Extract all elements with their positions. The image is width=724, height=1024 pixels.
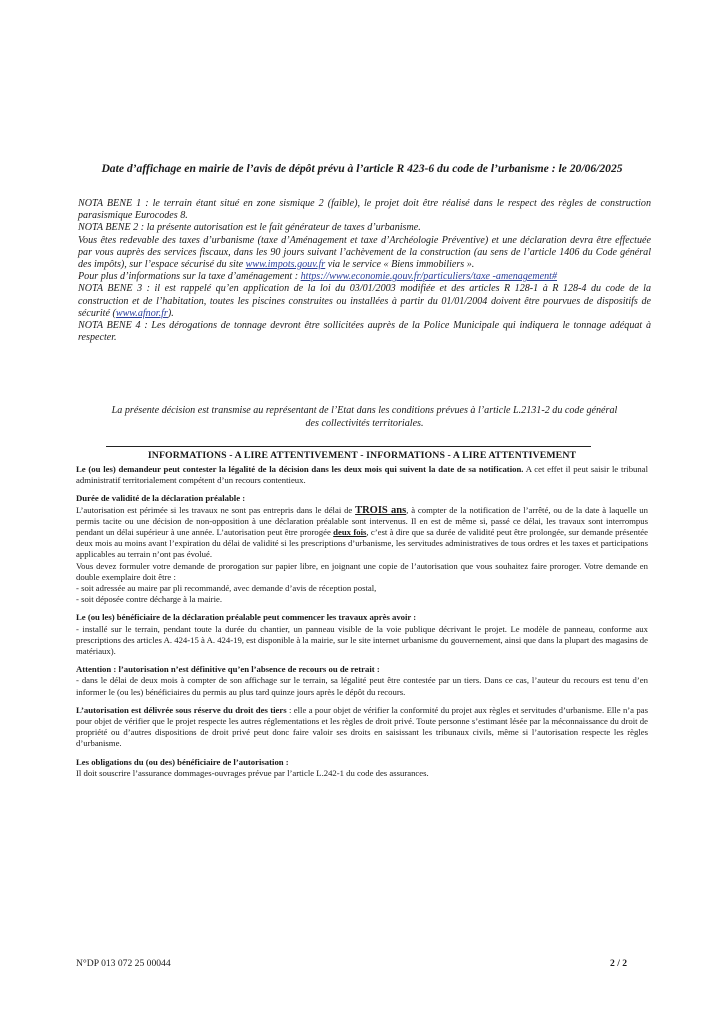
dossier-reference: N°DP 013 072 25 00044 bbox=[76, 958, 171, 969]
informations-body bbox=[76, 464, 648, 779]
informations-heading: INFORMATIONS - A LIRE ATTENTIVEMENT - INFORMATIONS - A LIRE ATTENTIVEMENT bbox=[147, 450, 577, 461]
nota-bene-4: NOTA BENE 4 : Les dérogations de tonnage devront être sollicitées auprès de la Police Municipale qui indiquera le tonnage adéquat à respecter. bbox=[78, 320, 651, 344]
beneficiaire-text: - installé sur le terrain, pendant toute la durée du chantier, un panneau visible de la voie publique décrivant le projet. Le modèle de panneau, conforme aux prescriptions des articles A. 424-15 à A. 424-19, est disponible à la mairie, sur le site internet urbanisme du gouvernement, ainsi que dans la plupart des magasins de matériaux). bbox=[76, 623, 648, 657]
intro-paragraph: Le (ou les) demandeur peut contester la légalité de la décision dans les deux mois qui suivent la date de sa notification. A cet effet il peut saisir le tribunal administratif territorialement compétent d’un recours contentieux. bbox=[76, 464, 649, 486]
nota-bene-section bbox=[78, 198, 651, 344]
amenagement-paragraph: Pour plus d’informations sur la taxe d’aménagement : https://www.economie.gouv.fr/particuliers/taxe -amenagement# bbox=[78, 271, 558, 283]
decision-transmission: La présente décision est transmise au représentant de l’Etat dans les conditions prévues à l’article L.2131-2 du code général des collectivités territoriales. bbox=[111, 405, 618, 429]
nota-bene-1: NOTA BENE 1 : le terrain étant situé en zone sismique 2 (faible), le projet doit être réalisé dans le respect des règles de construction parasismique Eurocodes 8. bbox=[78, 198, 651, 222]
obligations-title: Les obligations du (ou des) bénéficiaire de l’autorisation : bbox=[76, 756, 289, 767]
attention-title: Attention : l’autorisation n’est définitive qu’en l’absence de recours ou de retrait : bbox=[76, 664, 380, 675]
obligations-text: Il doit souscrire l’assurance dommages-ouvrages prévue par l’article L.242-1 du code des assurances. bbox=[76, 767, 429, 778]
attention-text: - dans le délai de deux mois à compter de son affichage sur le terrain, sa légalité peut être contestée par un tiers. Dans ce cas, l’auteur du recours est tenu d’en informer le (ou les) bénéficiaires du permis au plus tard quinze jours après le dépôt du recours. bbox=[76, 675, 648, 697]
trois-ans: TROIS ans bbox=[355, 504, 407, 516]
amenagement-link[interactable]: https://www.economie.gouv.fr/particuliers/taxe -amenagement# bbox=[300, 271, 558, 283]
affichage-date: Date d’affichage en mairie de l’avis de dépôt prévu à l’article R 423-6 du code de l’urbanisme : le 20/06/2025 bbox=[101, 162, 623, 175]
droit-tiers-paragraph: L’autorisation est délivrée sous réserve du droit des tiers : elle a pour objet de vérifier la conformité du projet aux règles et servitudes d’urbanisme. Elle n’a pas pour objet de vérifier que le projet respecte les autres réglementations et les règles de droit privé. Toute personne s’estimant lésée par la méconnaissance du droit de propriété ou d’autres dispositions de droit privé peut donc faire valoir ses droits en saisissant les tribunaux civils, même si l’autorisation respecte les règles d’urbanisme. bbox=[76, 704, 648, 749]
nota-bene-3: NOTA BENE 3 : il est rappelé qu’en application de la loi du 03/01/2003 modifiée et des articles R 128-1 à R 128-4 du code de la construction et de l’habitation, toutes les piscines construites ou installées à partir du 01/01/2004 doivent être pourvues de dispositifs de sécurité (www.afnor.fr). bbox=[78, 283, 651, 319]
duree-title: Durée de validité de la déclaration préalable : bbox=[76, 493, 246, 504]
prorogation-item-2: - soit déposée contre décharge à la mairie. bbox=[76, 594, 223, 605]
page-number: 2 / 2 bbox=[610, 958, 628, 969]
prorogation-paragraph: Vous devez formuler votre demande de prorogation sur papier libre, en joignant une copie de l’autorisation que vous souhaitez faire proroger. Votre demande en double exemplaire doit être : bbox=[76, 560, 648, 582]
nota-bene-2: NOTA BENE 2 : la présente autorisation est le fait générateur de taxes d’urbanisme. bbox=[78, 222, 421, 234]
taxes-paragraph: Vous êtes redevable des taxes d’urbanisme (taxe d’Aménagement et taxe d’Archéologie Préventive) et une déclaration devra être effectuée par vous auprès des services fiscaux, dans les 90 jours suivant l’achèvement de la construction (au sens de l’article 1406 du Code général des impôts), sur l’espace sécurisé du site www.impots.gouv.fr via le service « Biens immobiliers ». bbox=[78, 234, 651, 271]
section-divider bbox=[106, 446, 591, 447]
duree-paragraph: L’autorisation est périmée si les travaux ne sont pas entrepris dans le délai de TROIS ans, à compter de la notification de l’arrêté, ou de la date à laquelle un permis tacite ou une décision de non-opposition à une déclaration préalable sont intervenus. Il en est de même si, passé ce délai, les travaux sont interrompus pendant un délai supérieur à une année. L’autorisation peut être prorogée deux fois, c’est à dire que sa durée de validité peut être prolongée, sur demande présentée deux mois au moins avant l’expiration du délai de validité si les prescriptions d’urbanisme, les servitudes administratives de tous ordres et les taxes et participations applicables au terrain n’ont pas évolué. bbox=[76, 504, 648, 560]
beneficiaire-title: Le (ou les) bénéficiaire de la déclaration préalable peut commencer les travaux après avoir : bbox=[76, 612, 417, 623]
deux-fois: deux fois bbox=[333, 527, 367, 538]
prorogation-item-1: - soit adressée au maire par pli recommandé, avec demande d’avis de réception postal, bbox=[76, 583, 377, 594]
afnor-link[interactable]: www.afnor.fr bbox=[115, 307, 168, 319]
impots-link[interactable]: www.impots.gouv.fr bbox=[245, 259, 326, 271]
